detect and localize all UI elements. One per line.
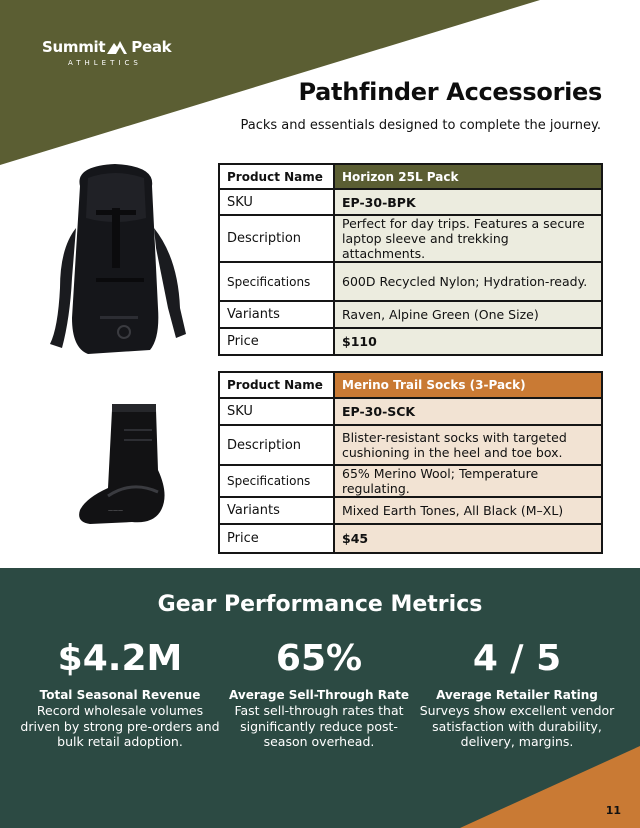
table-row	[219, 164, 602, 189]
metric-description: Surveys show excellent vendor satisfaction with durability, delivery, margins.	[419, 703, 615, 749]
table-row	[219, 398, 602, 425]
price-value: $45	[334, 524, 602, 553]
table-row	[219, 372, 602, 398]
product-table-horizon-pack	[218, 163, 603, 356]
sock-icon	[72, 400, 182, 532]
product-name-label: Product Name	[219, 164, 334, 189]
metric-sell-through	[219, 638, 419, 750]
specifications-value: 600D Recycled Nylon; Hydration-ready.	[334, 262, 602, 301]
table-row	[219, 465, 602, 497]
table-row	[219, 497, 602, 524]
mountain-icon	[107, 40, 127, 54]
metric-revenue	[20, 638, 220, 750]
metrics-title: Gear Performance Metrics	[157, 592, 483, 617]
metric-description: Record wholesale volumes driven by strong pre-orders and bulk retail adoption.	[20, 703, 220, 749]
specifications-value: 65% Merino Wool; Temperature regulating.	[334, 465, 602, 497]
sku-value: EP-30-SCK	[334, 398, 602, 425]
metric-value: 4 / 5	[472, 638, 562, 679]
price-value: $110	[334, 328, 602, 355]
page-title: Pathfinder Accessories	[298, 78, 602, 106]
description-label: Description	[219, 215, 334, 262]
description-value: Perfect for day trips. Features a secure laptop sleeve and trekking attachments.	[334, 215, 602, 262]
product-table-merino-socks	[218, 371, 603, 554]
metric-retailer-rating	[417, 638, 617, 750]
product-name-value: Horizon 25L Pack	[334, 164, 602, 189]
table-row	[219, 425, 602, 465]
sku-label: SKU	[219, 398, 334, 425]
specifications-label: Specifications	[219, 465, 334, 497]
metric-label: Average Sell-Through Rate	[229, 688, 409, 702]
sku-label: SKU	[219, 189, 334, 215]
metric-value: $4.2M	[57, 638, 183, 679]
price-label: Price	[219, 524, 334, 553]
metrics-section	[0, 568, 640, 828]
brand-name-left: Summit	[42, 38, 106, 56]
table-row	[219, 189, 602, 215]
table-row	[219, 328, 602, 355]
table-row	[219, 215, 602, 262]
table-row	[219, 262, 602, 301]
specifications-label: Specifications	[219, 262, 334, 301]
variants-value: Mixed Earth Tones, All Black (M–XL)	[334, 497, 602, 524]
svg-text:———: ———	[108, 508, 123, 514]
metric-description: Fast sell-through rates that significantly reduce post-season overhead.	[234, 703, 404, 749]
table-row	[219, 524, 602, 553]
product-name-value: Merino Trail Socks (3-Pack)	[334, 372, 602, 398]
variants-label: Variants	[219, 301, 334, 328]
brand-name-right: Peak	[131, 38, 172, 56]
price-label: Price	[219, 328, 334, 355]
page-subtitle: Packs and essentials designed to complete the journey.	[240, 118, 601, 133]
metric-label: Average Retailer Rating	[436, 688, 598, 702]
description-value: Blister-resistant socks with targeted cushioning in the heel and toe box.	[334, 425, 602, 465]
metric-label: Total Seasonal Revenue	[39, 688, 201, 702]
page-number: 11	[605, 804, 621, 817]
table-row	[219, 301, 602, 328]
brand-logo	[42, 38, 182, 67]
brand-subtitle: ATHLETICS	[68, 59, 142, 67]
variants-label: Variants	[219, 497, 334, 524]
description-label: Description	[219, 425, 334, 465]
backpack-icon	[40, 158, 190, 360]
product-name-label: Product Name	[219, 372, 334, 398]
sku-value: EP-30-BPK	[334, 189, 602, 215]
metric-value: 65%	[275, 638, 363, 679]
variants-value: Raven, Alpine Green (One Size)	[334, 301, 602, 328]
